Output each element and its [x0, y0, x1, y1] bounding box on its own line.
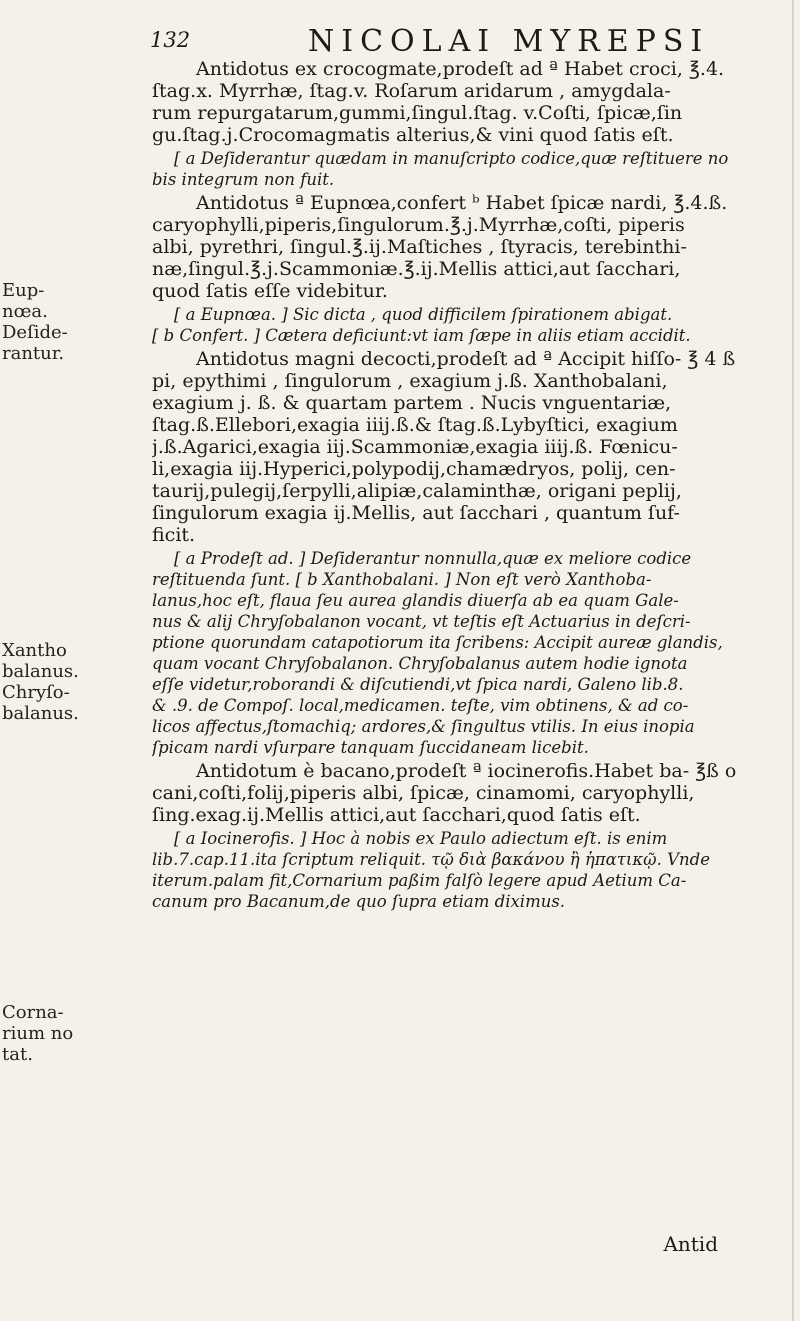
marginal-note-line: Chryſo- — [2, 682, 70, 703]
text-line: lib.7.cap.11.ita ſcriptum reliquit. τῷ διὰ βακάνου ἢ ἡπατικῷ. Vnde — [152, 850, 710, 869]
text-line: cani,coſti,folij,piperis albi, ſpicæ, cinamomi, caryophylli, — [152, 782, 695, 804]
page-number: 132 — [150, 28, 191, 52]
annotation-paragraph — [152, 304, 772, 346]
text-line: bis integrum non fuit. — [152, 170, 335, 189]
text-line: ſtag.ß.Ellebori,exagia iiij.ß.& ſtag.ß.Lybyſtici, exagium — [152, 414, 678, 436]
marginal-note-line: rium no — [2, 1023, 74, 1044]
marginal-note-line: tat. — [2, 1044, 33, 1065]
text-line: [ a Iocinerofis. ] Hoc à nobis ex Paulo adiectum eſt. is enim — [174, 829, 668, 848]
text-paragraph — [152, 760, 772, 826]
text-line: ficit. — [152, 524, 196, 546]
text-line: ſing.exag.ij.Mellis attici,aut ſacchari,quod ſatis eſt. — [152, 804, 641, 826]
text-line: ſtag.x. Myrrhæ, ſtag.v. Roſarum aridarum , amygdala- — [152, 80, 671, 102]
text-line: Antidotus magni decocti,prodeſt ad ª Accipit hiſſo- ℥ 4 ß — [196, 348, 736, 370]
catchword: Antid — [663, 1232, 718, 1256]
marginal-note-line: Eup- — [2, 280, 45, 301]
text-line: albi, pyrethri, ſingul.℥.ij.Maſtiches , ſtyracis, terebinthi- — [152, 236, 687, 258]
marginal-note — [2, 280, 112, 364]
marginal-note-line: Corna- — [2, 1002, 64, 1023]
text-line: & .9. de Compoſ. local,medicamen. teſte, vim obtinens, & ad co- — [152, 696, 689, 715]
text-line: nus & alij Chryſobalanon vocant, vt teſtis eſt Actuarius in deſcri- — [152, 612, 691, 631]
text-line: [ b Confert. ] Cætera deficiunt:vt iam ſæpe in aliis etiam accidit. — [152, 326, 691, 345]
annotation-paragraph — [152, 548, 772, 758]
marginal-note — [2, 1002, 112, 1065]
text-line: pi, epythimi , ſingulorum , exagium j.ß. Xanthobalani, — [152, 370, 668, 392]
text-line: iterum.palam fit,Cornarium paßim falſò legere apud Aetium Ca- — [152, 871, 687, 890]
text-line: caryophylli,piperis,ſingulorum.℥.j.Myrrhæ,coſti, piperis — [152, 214, 685, 236]
body-text — [152, 58, 772, 914]
text-line: eſſe videtur,roborandi & diſcutiendi,vt ſpica nardi, Galeno lib.8. — [152, 675, 684, 694]
text-line: taurij,pulegij,ſerpylli,alipiæ,calaminthæ, origani peplij, — [152, 480, 682, 502]
text-line: [ a Eupnœa. ] Sic dicta , quod difficilem ſpirationem abigat. — [174, 305, 673, 324]
page-edge — [792, 0, 794, 1321]
text-paragraph — [152, 348, 772, 546]
marginal-note-line: balanus. — [2, 703, 79, 724]
text-line: quam vocant Chryſobalanon. Chryſobalanus autem hodie ignota — [152, 654, 688, 673]
text-line: ſpicam nardi vſurpare tanquam ſuccidaneam licebit. — [152, 738, 589, 757]
text-paragraph — [152, 192, 772, 302]
text-line: Antidotus ex crocogmate,prodeſt ad ª Habet croci, ℥.4. — [196, 58, 725, 80]
text-line: ptione quorundam catapotiorum ita ſcribens: Accipit aureæ glandis, — [152, 633, 723, 652]
text-line: quod ſatis eſſe videbitur. — [152, 280, 388, 302]
text-line: j.ß.Agarici,exagia iij.Scammoniæ,exagia iiij.ß. Fœnicu- — [152, 436, 678, 458]
annotation-paragraph — [152, 828, 772, 912]
text-line: [ a Prodeſt ad. ] Deſiderantur nonnulla,quæ ex meliore codice — [174, 549, 692, 568]
text-line: Antidotus ª Eupnœa,confert ᵇ Habet ſpicæ nardi, ℥.4.ß. — [196, 192, 728, 214]
text-paragraph — [152, 58, 772, 146]
text-line: ſingulorum exagia ij.Mellis, aut ſacchari , quantum ſuf- — [152, 502, 680, 524]
marginal-note-line: nœa. — [2, 301, 48, 322]
text-line: næ,ſingul.℥.j.Scammoniæ.℥.ij.Mellis attici,aut ſacchari, — [152, 258, 681, 280]
text-line: lanus,hoc eſt, flaua ſeu aurea glandis diuerſa ab ea quam Gale- — [152, 591, 679, 610]
text-line: rum repurgatarum,gummi,ſingul.ſtag. v.Coſti, ſpicæ,ſin — [152, 102, 683, 124]
text-line: licos affectus,ſtomachiq; ardores,& ſingultus vtilis. In eius inopia — [152, 717, 695, 736]
marginal-note-line: Deſide- — [2, 322, 68, 343]
marginal-note-line: rantur. — [2, 343, 65, 364]
running-head: NICOLAI MYREPSI — [308, 24, 710, 59]
marginal-note-line: balanus. — [2, 661, 79, 682]
text-line: gu.ſtag.j.Crocomagmatis alterius,& vini quod ſatis eſt. — [152, 124, 674, 146]
marginal-note-line: Xantho — [2, 640, 67, 661]
text-line: canum pro Bacanum,de quo ſupra etiam diximus. — [152, 892, 566, 911]
text-line: li,exagia iij.Hyperici,polypodij,chamædryos, polij, cen- — [152, 458, 676, 480]
text-line: reſtituenda ſunt. [ b Xanthobalani. ] Non eſt verò Xanthoba- — [152, 570, 652, 589]
text-line: [ a Deſiderantur quædam in manuſcripto codice,quæ reſtituere no — [174, 149, 729, 168]
marginal-note — [2, 640, 112, 724]
text-line: exagium j. ß. & quartam partem . Nucis vnguentariæ, — [152, 392, 672, 414]
text-line: Antidotum è bacano,prodeſt ª iocinerofis.Habet ba- ℥ß o — [196, 760, 737, 782]
annotation-paragraph — [152, 148, 772, 190]
